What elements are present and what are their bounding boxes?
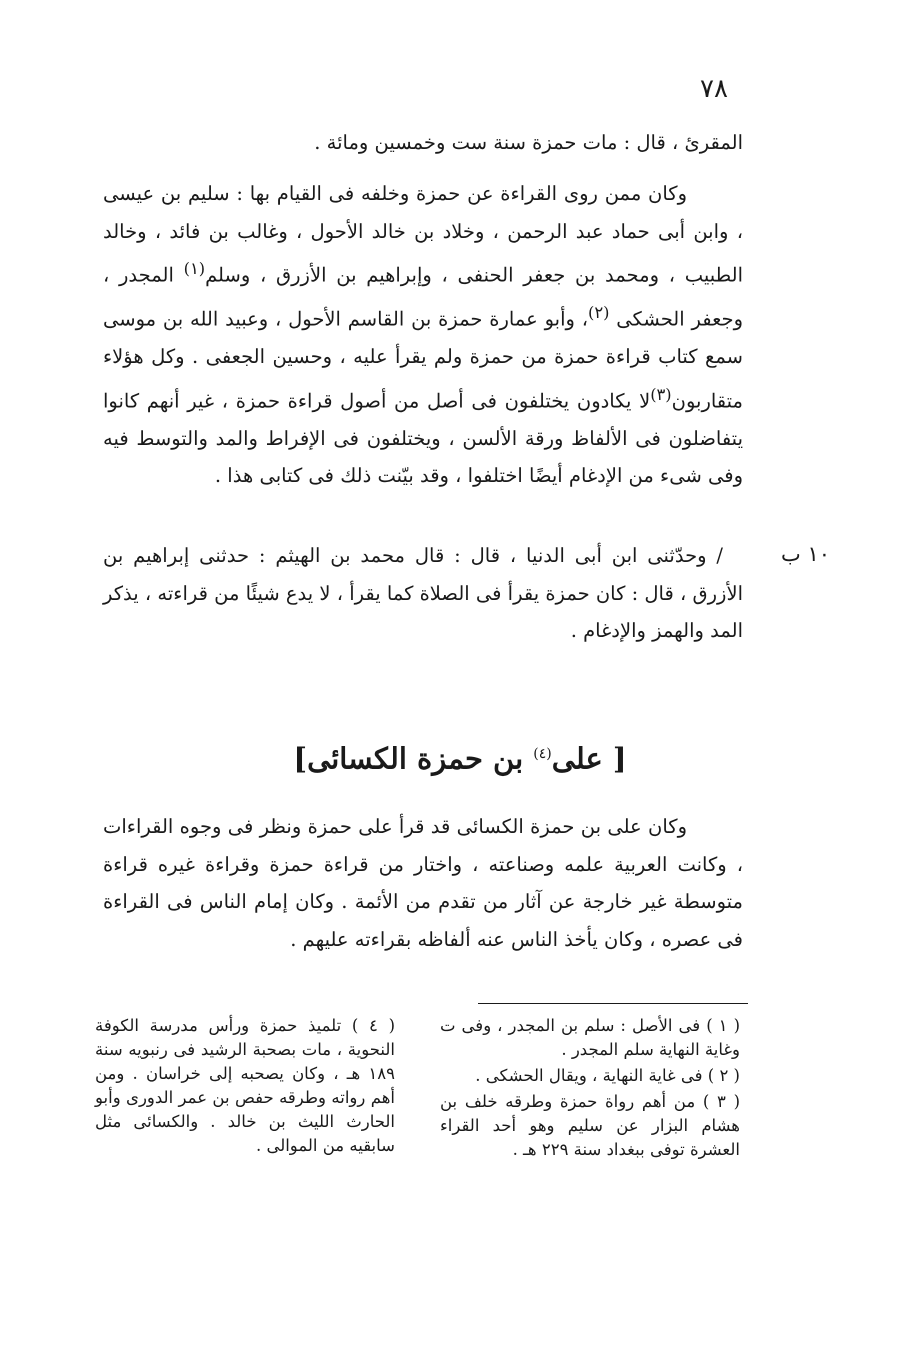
paragraph-kisai (103, 808, 743, 958)
footnote-3-number: ( ٣ ) (702, 1092, 741, 1111)
narrators-seg-3: الطبيب ، ومحمد بن جعفر الحنفى ، وإبراهيم بن الأزرق ، وسلم (205, 263, 743, 287)
paragraph-hadith-text: / وحدّثنى ابن أبى الدنيا ، قال : قال محمد بن الهيثم : حدثنى إبراهيم بن الأزرق ، قال : كان حمزة يقرأ فى الصلاة كما يقرأ ، لا يدع شيئًا من قراءته ، يذكر المد والهمز والإدغام . (103, 544, 743, 642)
paragraph-narrators (103, 175, 743, 495)
footnote-3-text: من أهم رواة حمزة وطرقه خلف بن هشام البزار عن سليم وهو أحد القراء العشرة توفى ببغداد سنة ٢٢٩ هـ . (440, 1092, 740, 1159)
narrators-seg-5: ، وأبو عمارة حمزة بن القاسم الأحول ، وعبيد الله بن موسى سمع كتاب قراءة حمزة من حمزة ولم يقرأ عليه ، وحسين الجعفى . وكل هؤلاء متقاربون (103, 307, 743, 412)
footnote-2-text: فى غاية النهاية ، ويقال الحشكى . (475, 1066, 703, 1085)
footnote-4 (95, 1014, 395, 1158)
footnote-mark-3: (٣) (650, 384, 672, 404)
marginal-folio-note: ١٠ ب (780, 542, 830, 566)
footnote-1-number: ( ١ ) (706, 1016, 741, 1035)
section-heading (220, 728, 700, 780)
footnote-divider (478, 1003, 748, 1004)
footnotes-column-right (440, 1014, 740, 1164)
footnotes-column-left (95, 1014, 395, 1160)
heading-rest: بن حمزة الكسائى] (293, 741, 524, 776)
footnote-mark-1: (١) (183, 259, 206, 278)
footnote-4-number: ( ٤ ) (351, 1016, 396, 1035)
footnote-2 (440, 1064, 740, 1088)
page-number: ٧٨ (700, 74, 728, 104)
footnote-3 (440, 1090, 740, 1162)
footnote-1 (440, 1014, 740, 1062)
intro-text: المقرئ ، قال : مات حمزة سنة ست وخمسين ومائة . (314, 131, 743, 154)
footnote-1-text: فى الأصل : سلم بن المجدر ، وفى ت وغاية النهاية سلم المجدر . (440, 1016, 740, 1059)
footnote-mark-2: (٢) (588, 303, 610, 322)
paragraph-hadith (103, 537, 743, 650)
narrators-seg-4: المجدر ، وجعفر الحشكى (103, 263, 743, 331)
footnote-2-number: ( ٢ ) (707, 1066, 740, 1085)
heading-open: [ على (551, 741, 627, 776)
intro-line (103, 124, 743, 162)
narrators-seg-1: وكان ممن روى القراءة عن حمزة وخلفه فى القيام بها : سليم بن عيسى ، (103, 182, 744, 243)
paragraph-narrators-text (103, 175, 743, 495)
narrators-seg-2: وابن أبى حماد عبد الرحمن ، وخلاد بن خالد الأحول ، وغالب بن فائد ، وخالد (103, 219, 729, 243)
paragraph-kisai-text: وكان على بن حمزة الكسائى قد قرأ على حمزة ونظر فى وجوه القراءات ، وكانت العربية علمه وصناعته ، واختار من قراءة حمزة وقراءة غيره قراءة متوسطة غير خارجة عن آثار من تقدم من الأئمة . وكان إمام الناس فى القراءة فى عصره ، وكان يأخذ الناس عنه ألفاظه بقراءته عليهم . (103, 815, 743, 951)
footnote-4-text: تلميذ حمزة ورأس مدرسة الكوفة النحوية ، مات بصحبة الرشيد فى رنبويه سنة ١٨٩ هـ ، وكان يصحبه إلى خراسان . ومن أهم رواته وطرقه حفص بن عمر الدورى وأبو الحارث الليث بن خالد . والكسائى مثل سابقيه من الموالى . (95, 1016, 395, 1155)
footnote-mark-4: (٤) (533, 746, 552, 762)
narrators-seg-6: لا يكادون يختلفون فى أصل من أصول قراءة حمزة ، غير أنهم كانوا يتفاضلون فى الألفاظ ورقة الألسن ، ويختلفون فى الإفراط والمد والتوسط فيه وفى شىء من الإدغام أيضًا اختلفوا ، وقد بيّنت ذلك فى كتابى هذا . (103, 389, 743, 487)
